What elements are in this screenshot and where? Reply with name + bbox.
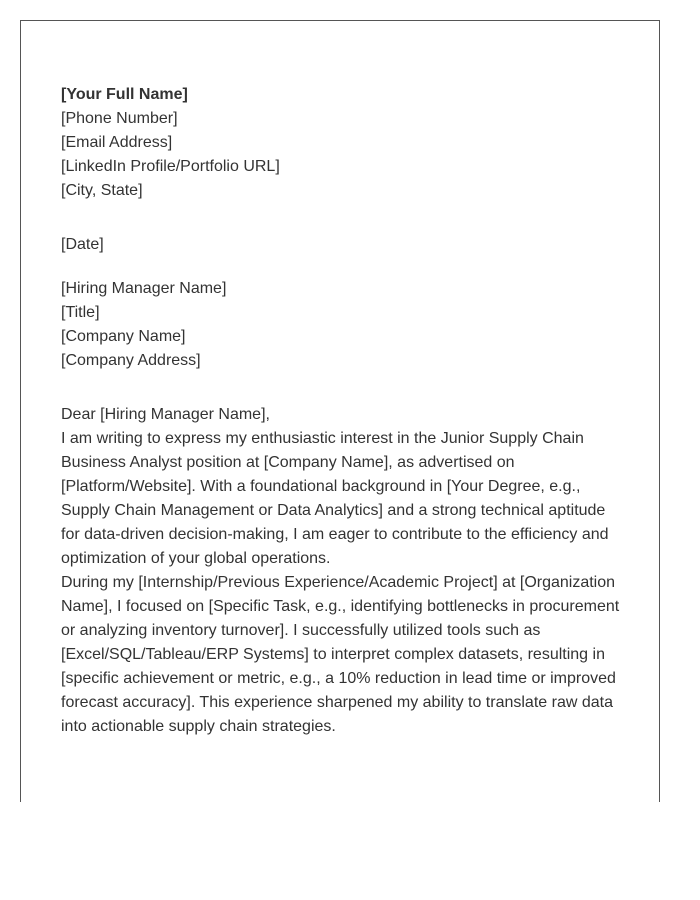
date-block bbox=[61, 233, 621, 257]
sender-block bbox=[61, 83, 621, 203]
letter-content bbox=[61, 83, 621, 739]
sender-email: [Email Address] bbox=[61, 134, 173, 151]
sender-phone: [Phone Number] bbox=[61, 110, 178, 127]
recipient-block bbox=[61, 277, 621, 373]
sender-name: [Your Full Name] bbox=[61, 86, 188, 103]
recipient-address: [Company Address] bbox=[61, 352, 201, 369]
recipient-name: [Hiring Manager Name] bbox=[61, 280, 227, 297]
sender-location: [City, State] bbox=[61, 182, 143, 199]
recipient-company: [Company Name] bbox=[61, 328, 186, 345]
letter-page bbox=[20, 20, 660, 802]
salutation: Dear [Hiring Manager Name], bbox=[61, 406, 270, 423]
body-paragraph-2: During my [Internship/Previous Experience/Academic Project] at [Organization Name], I focused on [Specific Task, e.g., identifying bottlenecks in procurement or analyzing inventory turnover]. I successfully utilized tools such as [Excel/SQL/Tableau/ERP Systems] to interpret complex datasets, resulting in [specific achievement or metric, e.g., a 10% reduction in lead time or improved forecast accuracy]. This experience sharpened my ability to translate raw data into actionable supply chain strategies. bbox=[61, 574, 620, 735]
sender-linkedin: [LinkedIn Profile/Portfolio URL] bbox=[61, 158, 280, 175]
recipient-title: [Title] bbox=[61, 304, 100, 321]
salutation-block bbox=[61, 403, 621, 427]
letter-date: [Date] bbox=[61, 236, 104, 253]
body-paragraph-1: I am writing to express my enthusiastic interest in the Junior Supply Chain Business Analyst position at [Company Name], as advertised on [Platform/Website]. With a foundational background in [Your Degree, e.g., Supply Chain Management or Data Analytics] and a strong technical aptitude for data-driven decision-making, I am eager to contribute to the efficiency and optimization of your global operations. bbox=[61, 430, 609, 567]
